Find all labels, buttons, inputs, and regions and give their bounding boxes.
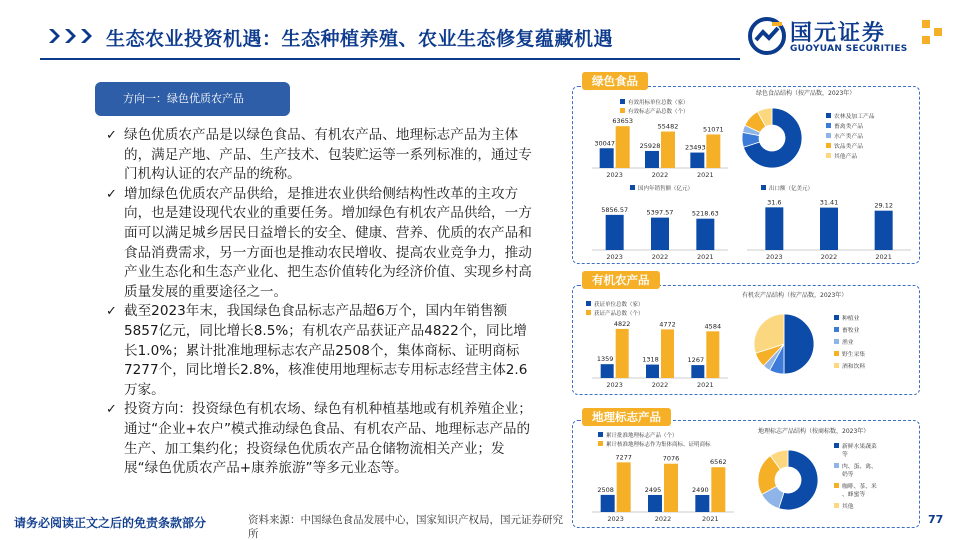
legend-label: 肉、蛋、禽、: [842, 464, 877, 470]
bar-value-label: 7076: [662, 454, 680, 463]
legend-label: 其他产品: [834, 154, 858, 160]
bar-value-label: 6562: [710, 458, 727, 467]
organic-tag: 有机农产品: [582, 271, 660, 289]
bar-value-label: 5218.63: [691, 209, 719, 218]
legend-label: 种植业: [842, 316, 860, 322]
x-tick-label: 2023: [766, 253, 783, 261]
bar: [646, 365, 659, 378]
x-tick-label: 2022: [654, 515, 672, 523]
bar-value-label: 23493: [684, 143, 706, 152]
checkmark-icon: ✓: [106, 128, 117, 143]
x-tick-label: 2022: [651, 381, 669, 389]
bar: [664, 464, 678, 512]
bar: [820, 208, 838, 250]
legend-swatch: [826, 153, 831, 158]
bar: [617, 462, 631, 512]
bar: [616, 329, 629, 378]
legend-swatch: [826, 113, 831, 118]
legend-swatch: [826, 143, 831, 148]
bar: [690, 153, 704, 168]
x-tick-label: 2022: [651, 171, 669, 179]
x-tick-label: 2022: [651, 253, 669, 261]
bar: [601, 364, 614, 378]
legend-label: 获证产品总数（个）: [594, 311, 644, 317]
x-tick-label: 2022: [820, 253, 838, 261]
legend-label: 国内年销售额（亿元）: [638, 186, 694, 192]
legend-swatch: [620, 108, 625, 113]
bar-value-label: 4772: [659, 320, 676, 329]
bullet-list: [106, 126, 536, 479]
legend-swatch: [630, 185, 635, 190]
legend-label: 饮品类产品: [834, 144, 863, 150]
logo-squares-icon: [918, 18, 946, 58]
chart-title: 绿色食品结构（按产品数，2023年）: [756, 90, 856, 97]
title-divider: [40, 58, 740, 60]
legend-swatch: [598, 441, 603, 446]
legend-label-cont: 奶等: [842, 472, 854, 478]
chevron-right-icon: [64, 28, 78, 44]
bar: [661, 329, 674, 378]
bar-value-label: 5856.57: [601, 205, 629, 214]
x-tick-label: 2023: [606, 381, 623, 389]
legend-swatch: [834, 327, 839, 332]
bar: [696, 219, 714, 250]
bar-value-label: 31.6: [767, 198, 782, 207]
bar-value-label: 4584: [704, 322, 722, 331]
legend-label: 有效标志产品总数（个）: [628, 109, 689, 115]
legend-swatch: [834, 483, 839, 488]
bar-value-label: 1359: [596, 355, 614, 364]
bar: [706, 331, 719, 378]
bar: [695, 495, 709, 512]
legend-swatch: [761, 185, 766, 190]
bar: [601, 495, 615, 512]
x-tick-label: 2023: [607, 515, 624, 523]
bar: [875, 211, 893, 250]
legend-label: 畜禽类产品: [834, 124, 863, 130]
legend-label: 有效用标单位总数（家）: [628, 100, 689, 106]
legend-label: 出口额（亿美元）: [769, 186, 814, 192]
legend-label: 渔业: [842, 340, 854, 346]
green-sales-chart: [582, 182, 732, 264]
bar-value-label: 7277: [615, 453, 632, 462]
legend-label: 畜牧业: [842, 328, 860, 334]
bar: [661, 132, 675, 168]
bar: [706, 134, 720, 168]
bar-value-label: 2508: [597, 485, 614, 494]
legend-label-cont: 、蜂蜜等: [842, 492, 866, 498]
bullet-item: ✓ 投资方向：投资绿色有机农场、绿色有机种植基地或有机养殖企业；通过“企业+农户”模式推动绿色食品、有机农产品、地理标志产品的生产、加工集约化；投资绿色优质农产品仓储物流相关产业；发展“绿色优质农产品+康养旅游”等多元业态等。: [106, 401, 532, 477]
legend-swatch: [834, 339, 839, 344]
legend-swatch: [598, 432, 603, 437]
legend-label: 水产类产品: [834, 134, 863, 140]
legend-swatch: [826, 123, 831, 128]
bar-value-label: 31.41: [819, 198, 839, 207]
legend-label: 酒和饮料: [842, 364, 866, 370]
logo-text-chinese: 国元证券: [790, 21, 887, 46]
source-note: 资料来源：中国绿色食品发展中心，国家知识产权局，国元证券研究所: [248, 514, 563, 540]
bar-value-label: 2490: [692, 486, 709, 495]
bar-value-label: 5397.57: [646, 208, 674, 217]
green-food-tag: 绿色食品: [582, 72, 648, 90]
bar-value-label: 1267: [687, 356, 705, 365]
bar: [711, 467, 725, 512]
chart-title: 有机农产品结构（按产品数，2023年）: [742, 292, 848, 299]
x-tick-label: 2021: [697, 381, 714, 389]
legend-swatch: [826, 133, 831, 138]
legend-label: 新鲜水果蔬菜: [842, 444, 877, 450]
legend-label: 累计核准地理标志作为集体商标、证明商标: [606, 442, 711, 448]
disclaimer-text: 请务必阅读正文之后的免责条款部分: [14, 516, 207, 530]
x-tick-label: 2021: [697, 171, 714, 179]
bullet-item: ✓ 截至2023年末，我国绿色食品标志产品超6万个，国内年销售额5857亿元，同比增长8.5%；有机农产品获证产品4822个，同比增长1.0%；累计批准地理标志农产品2508个，集体商标、证明商标7277个，同比增长2.8%，核准使用地理标志专用标志经营主体2.6万家。: [106, 303, 528, 398]
bar: [691, 365, 704, 378]
bar: [645, 151, 659, 168]
x-tick-label: 2021: [702, 515, 719, 523]
chart-title: 地理标志产品结构（按商标数，2023年）: [758, 428, 870, 435]
green-exports-chart: [745, 182, 915, 264]
legend-swatch: [586, 301, 591, 306]
x-tick-label: 2021: [697, 253, 714, 261]
direction-label: 方向一：绿色优质农产品: [95, 82, 290, 116]
legend-label: 获证单位总数（家）: [594, 302, 644, 308]
x-tick-label: 2023: [606, 171, 623, 179]
legend-swatch: [586, 310, 591, 315]
chevron-right-icon: [80, 28, 94, 44]
bar: [651, 218, 669, 250]
logo-text-english: GUOYUAN SECURITIES: [790, 44, 908, 54]
x-tick-label: 2021: [875, 253, 892, 261]
bar-value-label: 51071: [702, 125, 724, 134]
slide-header: [0, 0, 960, 62]
chevron-arrows: [48, 28, 94, 44]
legend-label-cont: 等: [842, 452, 848, 458]
green-structure-chart: [734, 86, 914, 184]
bar: [606, 215, 624, 250]
x-tick-label: 2023: [606, 253, 623, 261]
geo-tag: 地理标志产品: [582, 408, 671, 426]
bar: [765, 207, 783, 250]
bar-value-label: 55482: [657, 122, 679, 131]
logo-emblem-icon: [748, 16, 786, 56]
company-logo: [748, 14, 948, 58]
pie-slice: [784, 314, 814, 374]
legend-label: 其他: [842, 504, 854, 510]
bar-value-label: 29.12: [874, 201, 893, 210]
page-number: 77: [928, 513, 944, 526]
legend-label: 咖啡、茶、米: [842, 484, 877, 490]
organic-units-chart: [582, 294, 732, 392]
bar-value-label: 1318: [642, 355, 659, 364]
checkmark-icon: ✓: [106, 304, 117, 320]
geo-units-chart: [582, 428, 742, 526]
legend-label: 野生采集: [842, 352, 866, 358]
legend-swatch: [834, 315, 839, 320]
green-units-chart: [582, 92, 732, 182]
organic-structure-chart: [734, 288, 914, 392]
legend-label: 农林及加工产品: [834, 114, 875, 120]
legend-label: 累计批准地理标志产品（个）: [606, 433, 678, 439]
checkmark-icon: ✓: [106, 186, 117, 202]
bar-value-label: 63653: [612, 117, 634, 126]
chevron-right-icon: [48, 28, 62, 44]
bar-value-label: 2495: [644, 485, 662, 494]
geo-structure-chart: [750, 424, 916, 528]
bar-value-label: 4822: [613, 319, 631, 328]
checkmark-icon: ✓: [106, 402, 117, 418]
bar-value-label: 30047: [594, 139, 616, 148]
bar: [648, 495, 662, 512]
legend-swatch: [620, 99, 625, 104]
legend-swatch: [834, 443, 839, 448]
legend-swatch: [834, 463, 839, 468]
page-title: 生态农业投资机遇：生态种植养殖、农业生态修复蕴藏机遇: [106, 28, 614, 50]
legend-swatch: [834, 351, 839, 356]
bar-value-label: 25928: [639, 141, 661, 150]
legend-swatch: [834, 363, 839, 368]
bullet-item: ✓ 绿色优质农产品是以绿色食品、有机农产品、地理标志产品为主体的，满足产地、产品、生产技术、包装贮运等一系列标准的，通过专门机构认证的农产品的统称。: [106, 127, 532, 183]
bar: [600, 148, 614, 168]
bar: [616, 126, 630, 168]
legend-swatch: [834, 503, 839, 508]
bullet-item: ✓ 增加绿色优质农产品供给，是推进农业供给侧结构性改革的主攻方向，也是建设现代农业的重要任务。增加绿色有机农产品供给，一方面可以满足城乡居民日益增长的安全、健康、营养、优质的农产品和食品消费需求，另一方面也是推动农民增收、提高农业竞争力，推动产业生态化和生态产业化、把生态价值转化为经济价值、实现乡村高质量发展的重要途径之一。: [106, 185, 532, 300]
